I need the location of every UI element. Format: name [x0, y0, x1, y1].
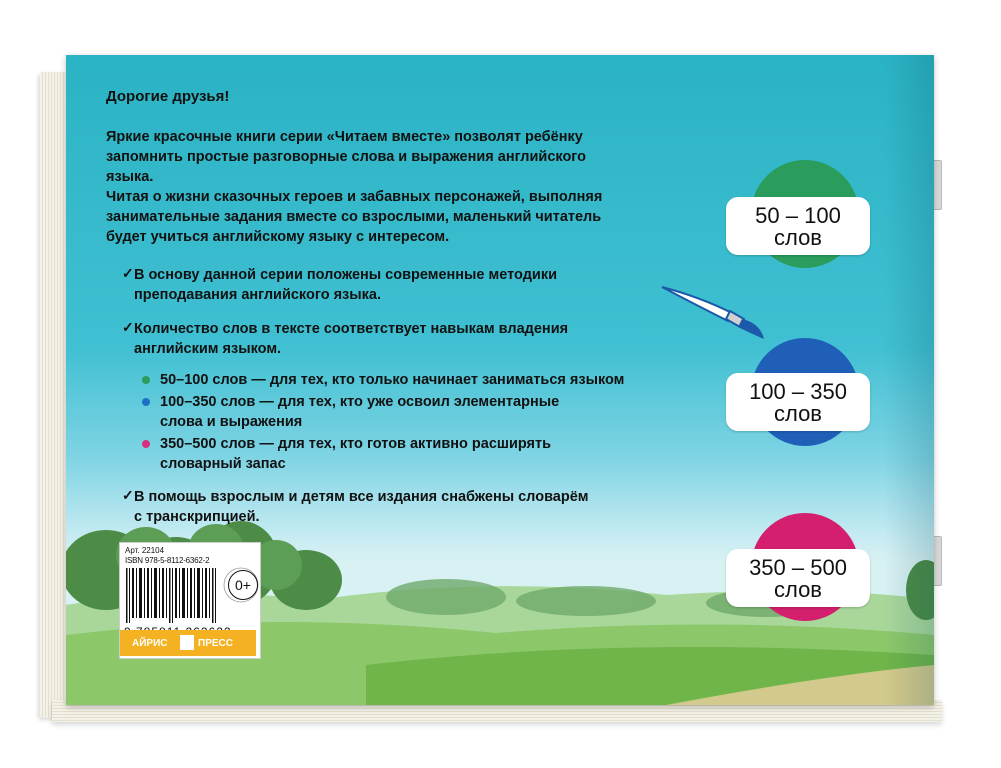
- checkmark-icon: ✓: [122, 319, 134, 335]
- level-item: [160, 434, 551, 474]
- pink-dot-icon: [142, 440, 150, 448]
- green-dot-icon: [142, 376, 150, 384]
- level-item-line: словарный запас: [160, 456, 286, 472]
- age-rating: 0+: [228, 570, 258, 600]
- level-item-line: слова и выражения: [160, 414, 303, 430]
- badge-range: 100 – 350: [749, 379, 847, 404]
- check-item-line: преподавания английского языка.: [134, 287, 381, 303]
- badge-range: 50 – 100: [755, 203, 841, 228]
- badge-range: 350 – 500: [749, 555, 847, 580]
- level-item-line: 350–500 слов — для тех, кто готов активно расширять: [160, 436, 552, 452]
- badge-label: [726, 197, 870, 255]
- publisher-name-left: АЙРИС: [132, 638, 168, 649]
- check-item-line: английским языком.: [134, 341, 282, 357]
- level-item-line: 100–350 слов — для тех, кто уже освоил элементарные: [160, 394, 560, 410]
- check-item-line: Количество слов в тексте соответствует навыкам владения: [134, 321, 569, 337]
- paintbrush-icon: [660, 283, 770, 343]
- cover-spine-shadow: [884, 55, 934, 705]
- isbn-text: ISBN 978-5-8112-6362-2: [125, 556, 210, 565]
- checkmark-icon: ✓: [122, 487, 134, 503]
- badge-label: [726, 373, 870, 431]
- level-item: [160, 370, 624, 390]
- check-item-line: В помощь взрослым и детям все издания снабжены словарём: [134, 489, 589, 505]
- intro-line: будет учиться английскому языку с интересом.: [106, 229, 450, 245]
- intro-text-block: [106, 87, 666, 247]
- intro-line: занимательные задания вместе со взрослыми, маленький читатель: [106, 209, 602, 225]
- badge-unit: слов: [773, 577, 822, 602]
- publisher-logo: [120, 630, 256, 656]
- level-item-line: 50–100 слов — для тех, кто только начинает заниматься языком: [160, 372, 625, 388]
- blue-dot-icon: [142, 398, 150, 406]
- checkmark-icon: ✓: [122, 265, 134, 281]
- badge-unit: слов: [773, 225, 822, 250]
- level-item: [160, 392, 559, 432]
- badge-label: [726, 549, 870, 607]
- check-item-line: В основу данной серии положены современные методики: [134, 267, 557, 283]
- barcode-icon: [126, 568, 216, 623]
- check-item: [122, 319, 569, 359]
- publisher-name-right: ПРЕСС: [198, 638, 233, 649]
- check-item: [122, 265, 557, 305]
- check-item: [122, 487, 589, 527]
- cover-heading: Дорогие друзья!: [106, 88, 230, 105]
- intro-line: языка.: [106, 169, 154, 185]
- check-item-line: с транскрипцией.: [134, 509, 260, 525]
- intro-line: запомнить простые разговорные слова и выражения английского: [106, 149, 587, 165]
- badge-unit: слов: [773, 401, 822, 426]
- intro-line: Читая о жизни сказочных героев и забавных персонажей, выполняя: [106, 189, 603, 205]
- article-number: Арт. 22104: [125, 546, 165, 555]
- publisher-mark-icon: [180, 635, 194, 650]
- intro-line: Яркие красочные книги серии «Читаем вместе» позволят ребёнку: [106, 129, 583, 145]
